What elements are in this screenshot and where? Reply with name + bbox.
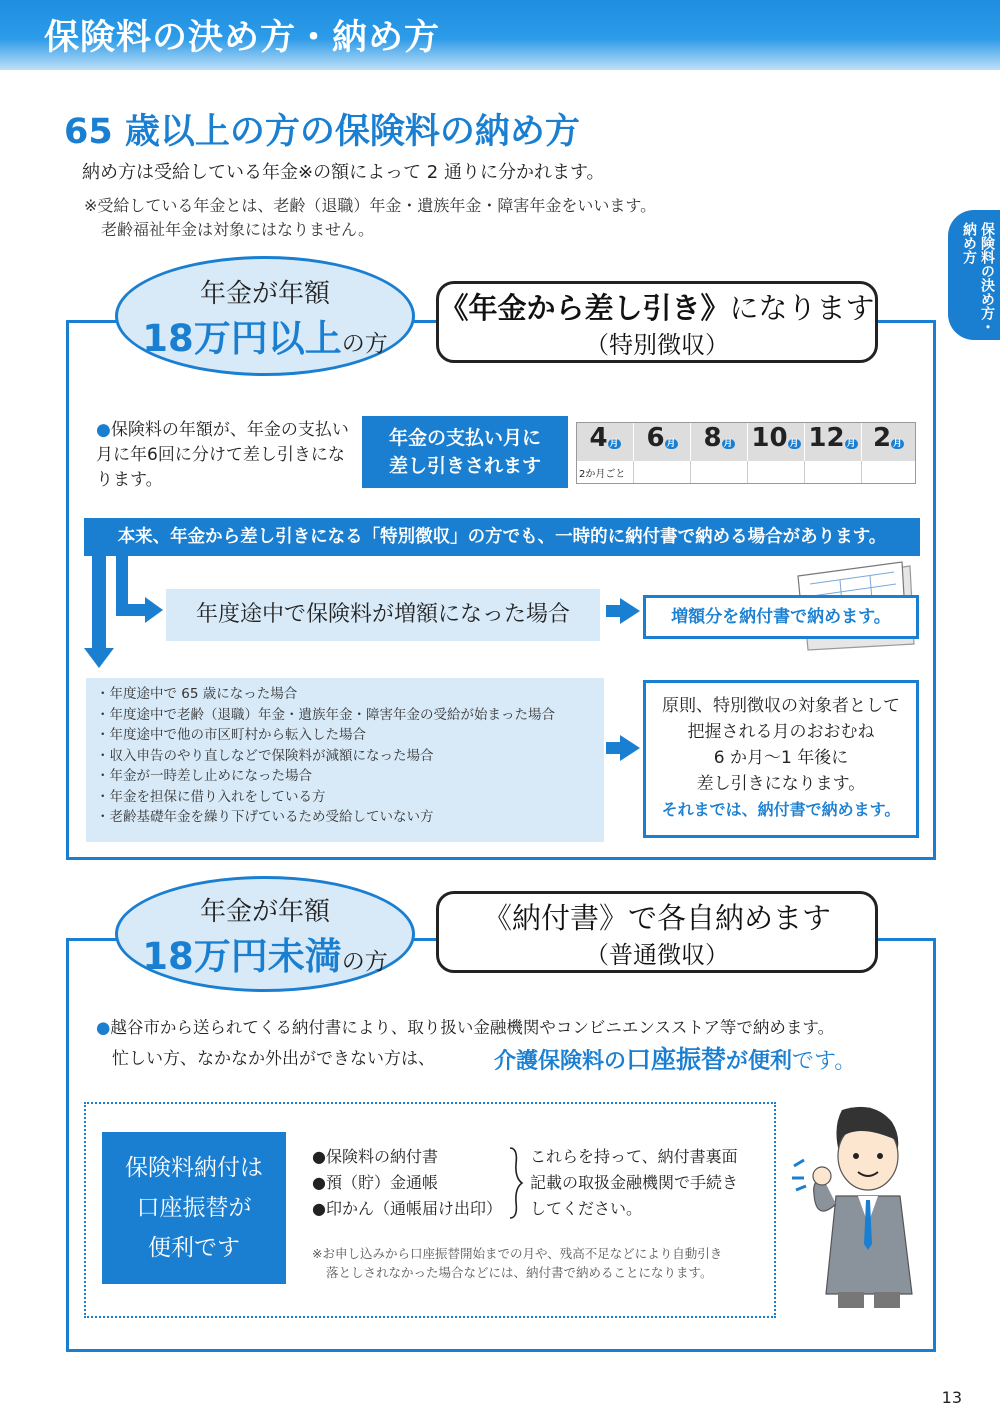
cases-result-box	[643, 680, 919, 838]
case1-oval-line1: 年金が年額	[199, 279, 330, 309]
callout-part: 口座振替	[626, 1045, 727, 1074]
direct-debit-footnote	[312, 1244, 722, 1282]
page-number: 13	[941, 1388, 962, 1407]
list-item: ・年度途中で 65 歳になった場合	[96, 686, 298, 702]
month-unit: 月	[893, 439, 903, 449]
list-item-text: 年金が一時差し止めになった場合	[109, 768, 312, 784]
required-item: ●印かん（通帳届け出印）	[312, 1199, 502, 1218]
case2-desc-line1	[96, 1014, 834, 1038]
section-title: 65 歳以上の方の保険料の納め方	[64, 112, 580, 152]
case1-oval-amount-row	[118, 308, 412, 362]
list-item-text: 老齢基礎年金を繰り下げているため受給していない方	[109, 809, 434, 825]
bullet-icon: ●	[96, 420, 111, 440]
footnote-line: ※お申し込みから口座振替開始までの月や、残高不足などにより自動引き	[312, 1246, 723, 1261]
case2-desc-line1-text: 越谷市から送られてくる納付書により、取り扱い金融機関やコンビニエンスストア等で納めます。	[110, 1018, 835, 1037]
brace-icon	[506, 1146, 524, 1220]
increase-case-box: 年度途中で保険料が増額になった場合	[166, 589, 600, 641]
arrow-right-icon	[145, 597, 163, 623]
case1-description	[96, 418, 354, 493]
instructions	[530, 1144, 738, 1222]
list-item-text: 年金を担保に借り入れをしている方	[109, 788, 326, 805]
case1-description-text: 保険料の年額が、年金の支払い月に年6回に分けて差し引きになります。	[96, 420, 349, 490]
cases-result-line: 6 か月〜1 年後に	[713, 748, 849, 768]
month-empty-cell	[748, 461, 805, 483]
list-item: ・老齢基礎年金を繰り下げているため受給していない方	[96, 809, 434, 825]
direct-debit-callout	[494, 1040, 856, 1076]
month-cell	[691, 423, 748, 461]
case2-oval-suffix: の方	[341, 949, 388, 975]
month-cell	[748, 423, 805, 461]
month-unit: 月	[666, 439, 676, 449]
case1-title-rest: になります	[729, 291, 875, 325]
list-item-text: 収入申告のやり直しなどで保険料が減額になった場合	[109, 747, 434, 764]
case2-title-box	[436, 891, 878, 973]
list-item-text: 年度途中で他の市区町村から転入した場合	[109, 727, 366, 743]
case2-oval-amount: 18万円未満	[142, 935, 342, 978]
case1-title-sub: （特別徴収）	[585, 331, 729, 359]
case1-oval-suffix: の方	[341, 331, 388, 357]
month-empty-cell	[805, 461, 862, 483]
instruction-line: これらを持って、納付書裏面	[530, 1147, 738, 1166]
month-unit: 月	[789, 439, 799, 449]
case1-oval-amount: 18万円以上	[142, 317, 342, 360]
section-note-line2: 老齢福祉年金は対象にはなりません。	[101, 220, 374, 239]
month-value: 10	[751, 423, 788, 453]
list-item: ・年度途中で他の市区町村から転入した場合	[96, 727, 366, 743]
flow-line-down	[92, 556, 106, 648]
month-empty-cell	[634, 461, 691, 483]
month-cell	[634, 423, 691, 461]
instruction-line: してください。	[530, 1199, 643, 1218]
arrow-down-icon	[84, 648, 114, 668]
month-value: 4	[589, 423, 608, 453]
arrow-right-icon	[620, 735, 640, 761]
required-item: ●預（貯）金通帳	[312, 1173, 438, 1192]
list-item: ・年金が一時差し止めになった場合	[96, 768, 312, 784]
month-cell	[577, 423, 634, 461]
cases-list	[86, 678, 604, 842]
month-unit: 月	[846, 439, 856, 449]
month-value: 12	[808, 423, 845, 453]
side-tab-label: 保険料の決め方・納め方	[961, 222, 995, 334]
month-value: 6	[646, 423, 665, 453]
direct-debit-label	[102, 1132, 286, 1284]
section-intro: 納め方は受給している年金※の額によって 2 通りに分かれます。	[82, 162, 605, 183]
cases-result-line: 差し引きになります。	[696, 774, 866, 794]
case2-oval-amount-row	[118, 926, 412, 980]
every-two-months-label: 2か月ごと	[577, 461, 634, 483]
section-note-line1: ※受給している年金とは、老齢（退職）年金・遺族年金・障害年金をいいます。	[84, 196, 657, 215]
header-title: 保険料の決め方・納め方	[44, 18, 441, 58]
flow-line-branch-h	[116, 604, 146, 616]
month-empty-cell	[862, 461, 915, 483]
direct-debit-label-line: 保険料納付は	[125, 1155, 263, 1181]
case2-oval-line1: 年金が年額	[199, 897, 330, 927]
cases-result-line: 原則、特別徴収の対象者として	[662, 696, 900, 716]
month-value: 2	[872, 423, 892, 453]
case1-title-line	[439, 286, 875, 327]
payment-month-label-line2: 差し引きされます	[388, 455, 541, 477]
case1-title-box	[436, 281, 878, 363]
month-empty-cell	[691, 461, 748, 483]
callout-part: 介護保険料の	[494, 1049, 627, 1074]
case1-title-main: 《年金から差し引き》	[439, 291, 730, 325]
cases-result-line: 把握される月のおおむね	[687, 722, 875, 742]
month-unit: 月	[609, 439, 619, 449]
list-item-text: 年度途中で老齢（退職）年金・遺族年金・障害年金の受給が始まった場合	[109, 706, 555, 723]
bullet-icon: ●	[96, 1018, 111, 1037]
required-items-list	[312, 1144, 502, 1222]
list-item: ・年度途中で老齢（退職）年金・遺族年金・障害年金の受給が始まった場合	[96, 706, 555, 723]
payment-month-label-line1: 年金の支払い月に	[388, 427, 541, 449]
case2-title-main: 《納付書》で各自納めます	[482, 901, 831, 935]
month-value: 8	[703, 423, 722, 453]
case2-oval	[115, 876, 415, 992]
month-cell	[805, 423, 862, 461]
arrow-right-icon	[620, 598, 640, 624]
case2-desc-line2: 忙しい方、なかなか外出ができない方は、	[112, 1049, 435, 1069]
callout-part: です。	[792, 1049, 857, 1074]
case1-oval	[115, 256, 415, 376]
staff-mascot-illustration	[790, 1104, 930, 1312]
list-item: ・収入申告のやり直しなどで保険料が減額になった場合	[96, 747, 434, 764]
footnote-line: 落としされなかった場合などには、納付書で納めることになります。	[326, 1265, 713, 1280]
required-item: ●保険料の納付書	[312, 1147, 438, 1166]
direct-debit-label-line: 口座振替が	[136, 1195, 252, 1221]
increase-result-box: 増額分を納付書で納めます。	[643, 595, 919, 639]
payment-months-grid	[576, 422, 916, 484]
list-item-text: 年度途中で 65 歳になった場合	[109, 686, 298, 702]
instruction-line: 記載の取扱金融機関で手続き	[530, 1173, 739, 1192]
month-cell	[862, 423, 915, 461]
payment-month-label	[362, 416, 568, 488]
callout-part: が便利	[726, 1049, 793, 1074]
special-case-banner: 本来、年金から差し引きになる「特別徴収」の方でも、一時的に納付書で納める場合があります。	[84, 518, 920, 556]
month-unit: 月	[723, 439, 733, 449]
case2-title-sub: （普通徴収）	[585, 941, 729, 969]
list-item: ・年金を担保に借り入れをしている方	[96, 788, 326, 805]
cases-result-emphasis: それまでは、納付書で納めます。	[661, 800, 901, 819]
direct-debit-label-line: 便利です	[148, 1235, 240, 1261]
